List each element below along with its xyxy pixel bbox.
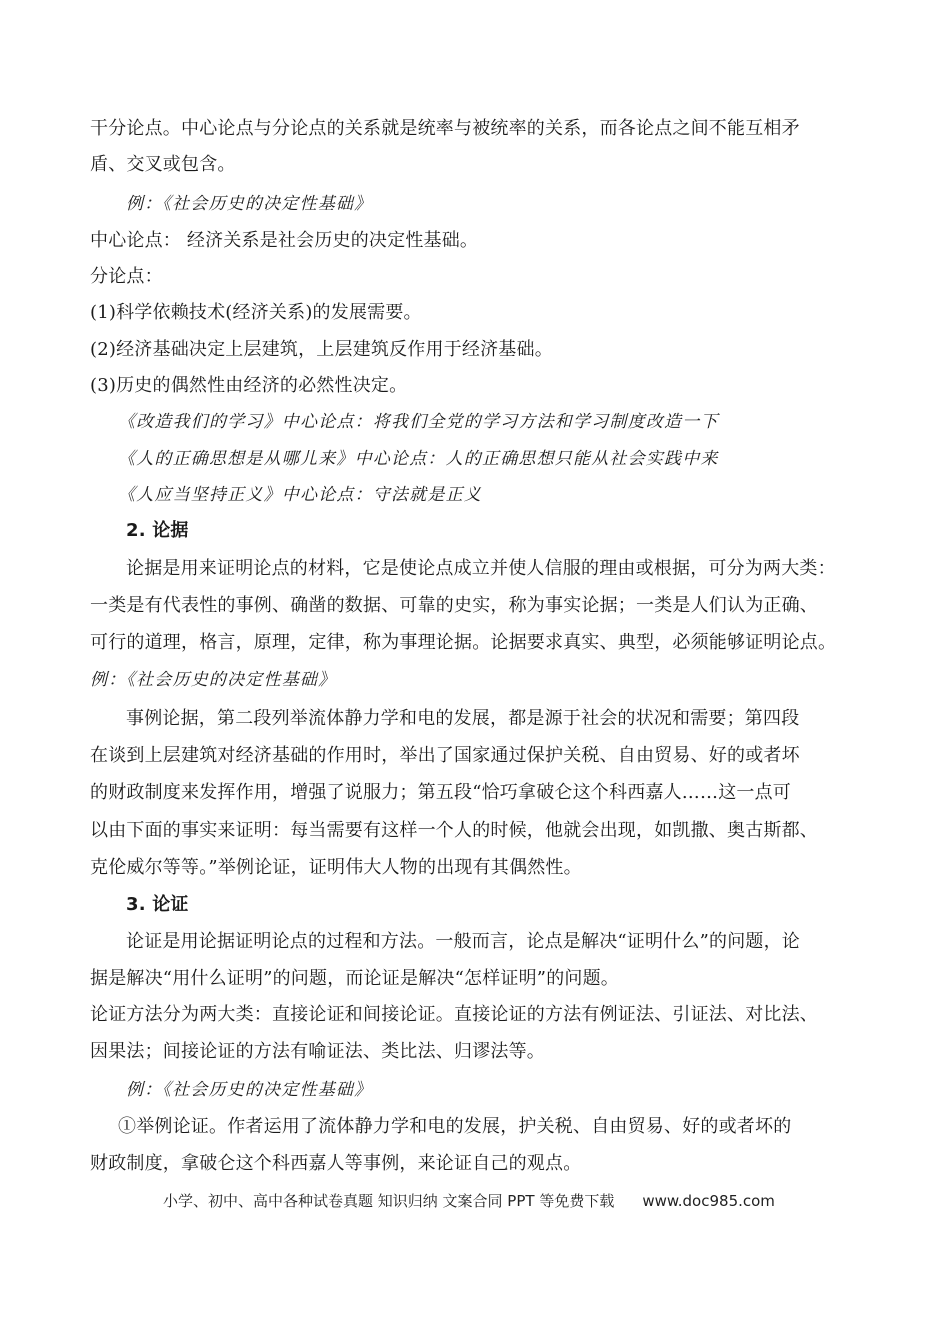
section-heading: 3. 论证 (126, 894, 189, 915)
body-line: ①举例论证。作者运用了流体静力学和电的发展，护关税、自由贸易、好的或者坏的 (118, 1116, 792, 1137)
body-line: 论证方法分为两大类：直接论证和间接论证。直接论证的方法有例证法、引证法、对比法、 (90, 1004, 818, 1025)
example-line: 例：《社会历史的决定性基础》 (126, 194, 373, 214)
section-heading: 2. 论据 (126, 520, 189, 541)
body-line: 可行的道理，格言，原理，定律，称为事理论据。论据要求真实、典型，必须能够证明论点。 (90, 632, 837, 653)
sub-argument-item: (3)历史的偶然性由经济的必然性决定。 (90, 375, 408, 396)
example-line: 《人的正确思想是从哪儿来》中心论点：人的正确思想只能从社会实践中来 (118, 449, 719, 469)
footer-url: www.doc985.com (642, 1192, 775, 1210)
body-line: 论据是用来证明论点的材料，它是使论点成立并使人信服的理由或根据，可分为两大类： (126, 558, 836, 579)
body-line: 盾、交叉或包含。 (90, 154, 236, 175)
example-line: 例：《社会历史的决定性基础》 (90, 670, 337, 690)
example-line: 《改造我们的学习》中心论点：将我们全党的学习方法和学习制度改造一下 (118, 412, 719, 432)
body-line: 在谈到上层建筑对经济基础的作用时，举出了国家通过保护关税、自由贸易、好的或者坏 (90, 745, 800, 766)
example-line: 《人应当坚持正义》中心论点：守法就是正义 (118, 485, 482, 505)
sub-argument-item: (2)经济基础决定上层建筑，上层建筑反作用于经济基础。 (90, 339, 553, 360)
body-line: 克伦威尔等等。”举例论证，证明伟大人物的出现有其偶然性。 (90, 857, 582, 878)
body-line: 因果法；间接论证的方法有喻证法、类比法、归谬法等。 (90, 1041, 545, 1062)
example-line: 例：《社会历史的决定性基础》 (126, 1080, 373, 1100)
page-footer (163, 1190, 775, 1211)
body-line: 据是解决“用什么证明”的问题，而论证是解决“怎样证明”的问题。 (90, 968, 620, 989)
body-line: 论证是用论据证明论点的过程和方法。一般而言，论点是解决“证明什么”的问题，论 (126, 931, 801, 952)
sub-argument-item: (1)科学依赖技术(经济关系)的发展需要。 (90, 302, 422, 323)
body-line: 一类是有代表性的事例、确凿的数据、可靠的史实，称为事实论据；一类是人们认为正确、 (90, 595, 818, 616)
footer-text: 小学、初中、高中各种试卷真题 知识归纳 文案合同 PPT 等免费下载 (163, 1192, 615, 1210)
central-argument-line: 中心论点： 经济关系是社会历史的决定性基础。 (90, 230, 479, 251)
body-line: 的财政制度来发挥作用，增强了说服力；第五段“恰巧拿破仑这个科西嘉人……这一点可 (90, 782, 791, 803)
body-line: 干分论点。中心论点与分论点的关系就是统率与被统率的关系，而各论点之间不能互相矛 (90, 118, 800, 139)
body-line: 事例论据，第二段列举流体静力学和电的发展，都是源于社会的状况和需要；第四段 (126, 708, 800, 729)
body-line: 以由下面的事实来证明：每当需要有这样一个人的时候，他就会出现，如凯撒、奥古斯都、 (90, 820, 818, 841)
sub-argument-heading: 分论点： (90, 266, 163, 287)
body-line: 财政制度，拿破仑这个科西嘉人等事例，来论证自己的观点。 (90, 1153, 582, 1174)
